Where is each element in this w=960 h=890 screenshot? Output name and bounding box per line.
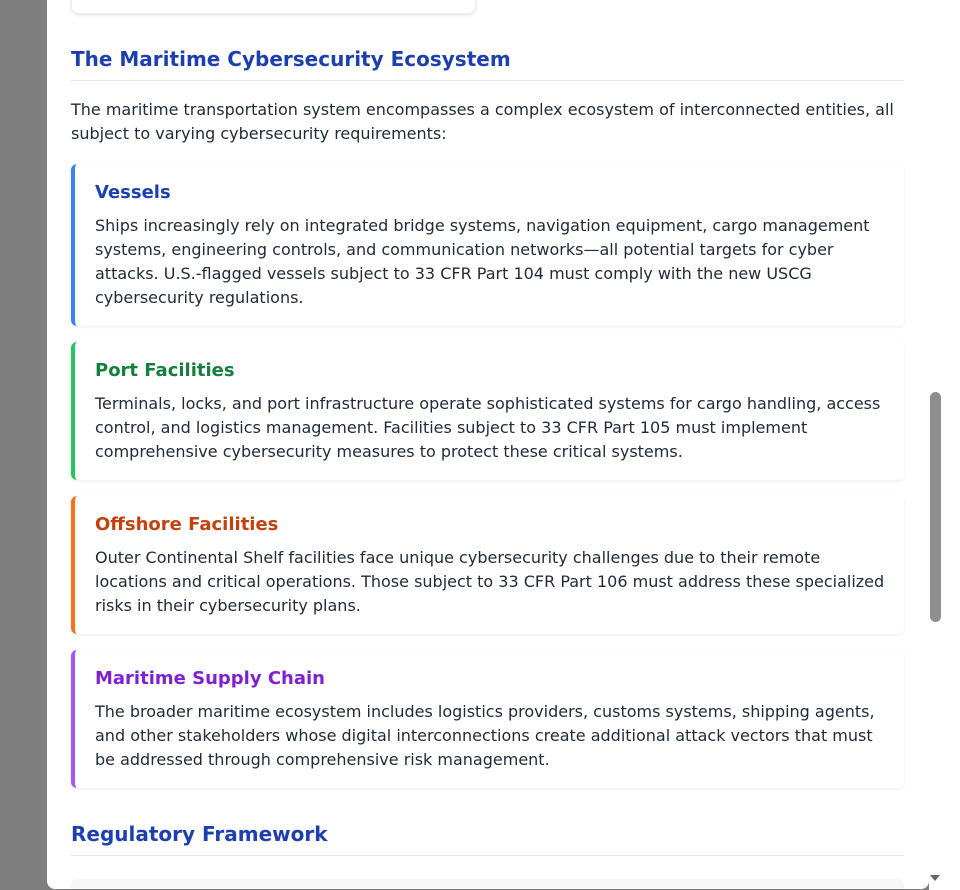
scrollbar[interactable] — [929, 0, 960, 890]
entity-card-vessels — [71, 164, 904, 326]
entity-card-list — [71, 164, 904, 788]
card-title: Port Facilities — [95, 360, 235, 381]
regulatory-framework-heading: Regulatory Framework — [71, 819, 904, 856]
entity-card-port-facilities — [71, 342, 904, 480]
section-heading: The Maritime Cybersecurity Ecosystem — [71, 44, 904, 81]
card-text: Terminals, locks, and port infrastructure operate sophisticated systems for cargo handling, access control, and logistics management. Facilities subject to 33 CFR Part 105 must implement comprehensive cybersecurity measures to protect these critical systems. — [95, 394, 881, 461]
modal-content — [71, 44, 904, 856]
entity-card-offshore-facilities — [71, 496, 904, 634]
next-section-card — [71, 879, 904, 889]
card-title: Maritime Supply Chain — [95, 668, 325, 689]
scrollbar-thumb[interactable] — [930, 392, 941, 622]
previous-card — [71, 0, 476, 14]
article-modal — [47, 0, 929, 889]
scroll-down-arrow-icon[interactable] — [930, 875, 940, 881]
card-text: Outer Continental Shelf facilities face unique cybersecurity challenges due to their remote locations and critical operations. Those subject to 33 CFR Part 106 must address these specialized risks in their cybersecurity plans. — [95, 548, 885, 615]
card-text: The broader maritime ecosystem includes logistics providers, customs systems, shipping agents, and other stakeholders whose digital interconnections create additional attack vectors that must be addressed through comprehensive risk management. — [95, 702, 875, 769]
section-intro: The maritime transportation system encompasses a complex ecosystem of interconnected entities, all subject to varying cybersecurity requirements: — [71, 100, 894, 143]
card-title: Vessels — [95, 182, 171, 203]
entity-card-supply-chain — [71, 650, 904, 788]
card-title: Offshore Facilities — [95, 514, 279, 535]
card-text: Ships increasingly rely on integrated bridge systems, navigation equipment, cargo management systems, engineering controls, and communication networks—all potential targets for cyber attacks. U.S.-flagged vessels subject to 33 CFR Part 104 must comply with the new USCG cybersecurity regulations. — [95, 216, 870, 307]
